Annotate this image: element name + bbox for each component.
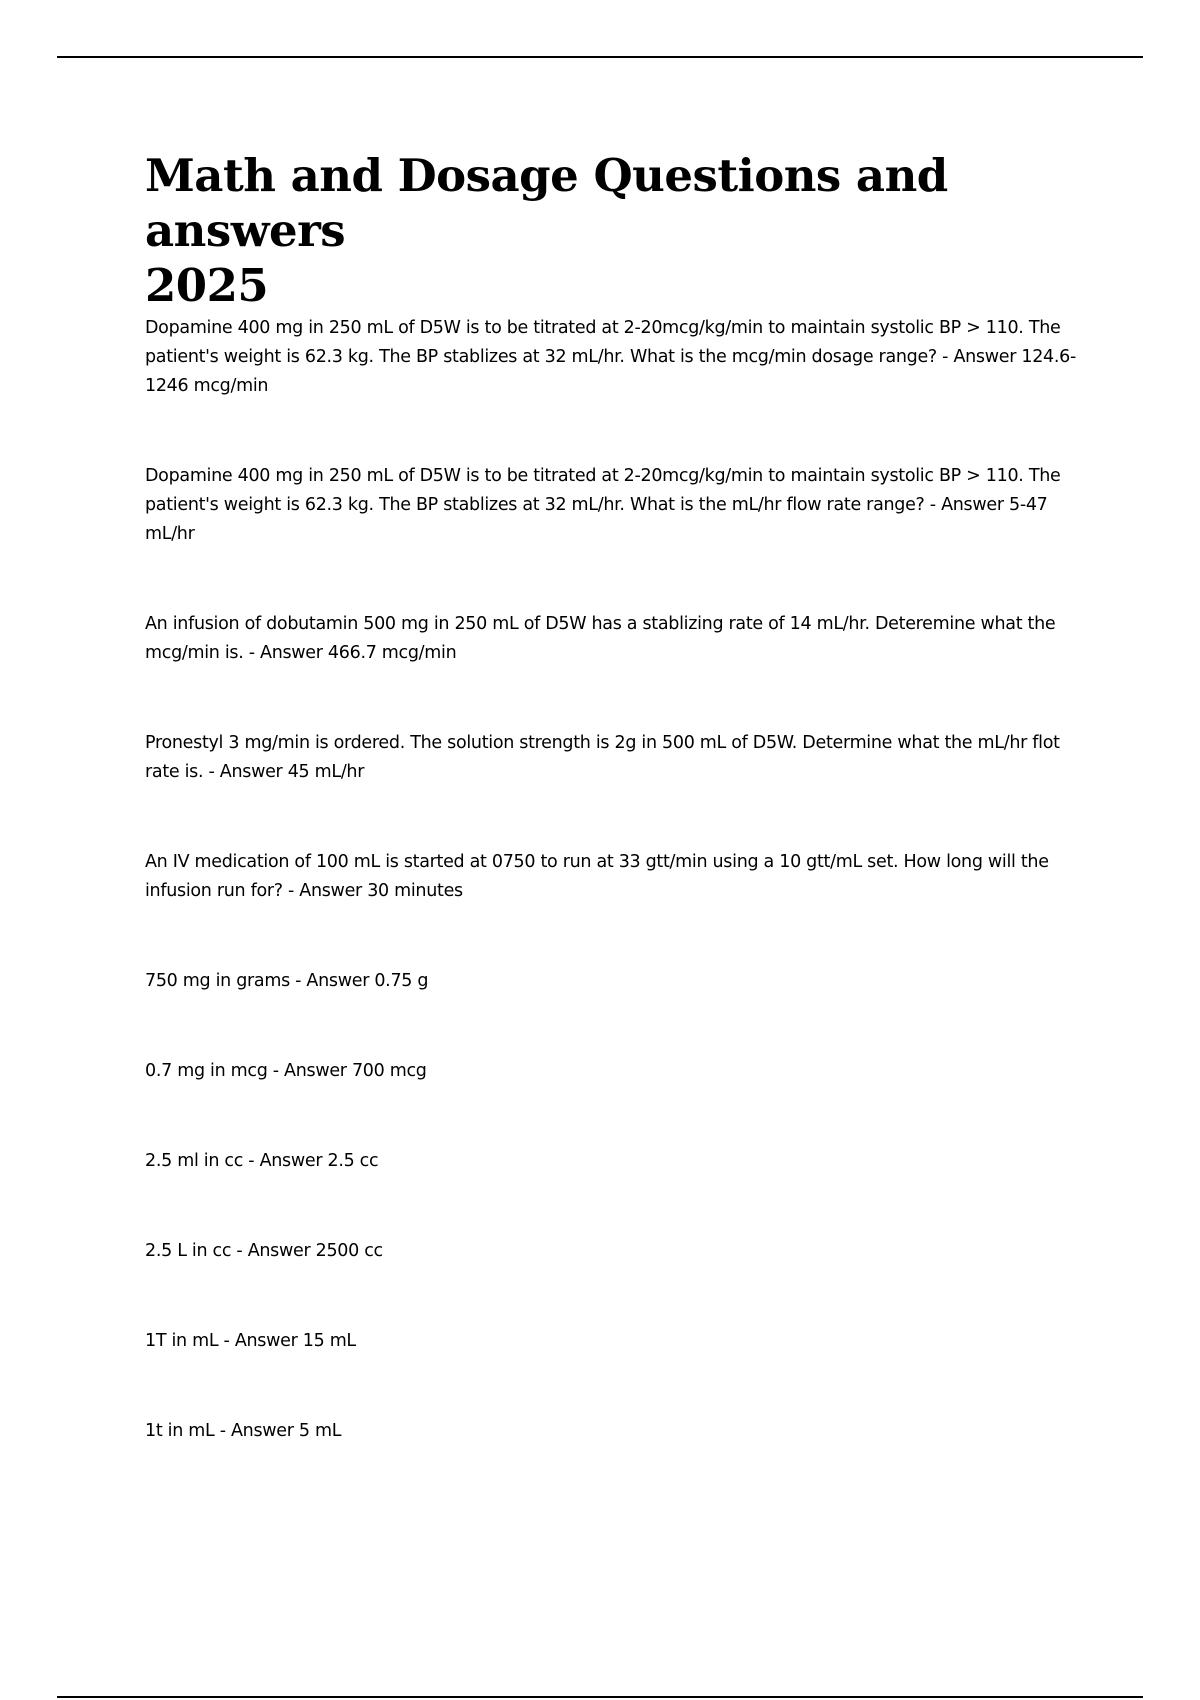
qa-item: An infusion of dobutamin 500 mg in 250 mL of D5W has a stablizing rate of 14 mL/hr. Deteremine what the mcg/min is. - Answer 466.7 mcg/min	[145, 614, 1056, 663]
qa-item: An IV medication of 100 mL is started at 0750 to run at 33 gtt/min using a 10 gtt/mL set. How long will the infusion run for? - Answer 30 minutes	[145, 852, 1049, 901]
qa-item: Pronestyl 3 mg/min is ordered. The solution strength is 2g in 500 mL of D5W. Determine what the mL/hr flot rate is. - Answer 45 mL/hr	[145, 733, 1060, 782]
qa-item: 750 mg in grams - Answer 0.75 g	[145, 971, 429, 991]
qa-list	[145, 314, 1095, 1446]
qa-item: 2.5 L in cc - Answer 2500 cc	[145, 1241, 383, 1261]
qa-item: Dopamine 400 mg in 250 mL of D5W is to be titrated at 2-20mcg/kg/min to maintain systolic BP > 110. The patient's weight is 62.3 kg. The BP stablizes at 32 mL/hr. What is the mcg/min dosage range? - Answer 124.6-1246 mcg/min	[145, 318, 1076, 396]
qa-item: 2.5 ml in cc - Answer 2.5 cc	[145, 1151, 379, 1171]
bottom-rule	[57, 1696, 1143, 1698]
qa-item: 1t in mL - Answer 5 mL	[145, 1421, 342, 1441]
document-title	[145, 148, 1095, 313]
qa-item: 1T in mL - Answer 15 mL	[145, 1331, 356, 1351]
document-body	[145, 148, 1095, 1446]
qa-item: 0.7 mg in mcg - Answer 700 mcg	[145, 1061, 427, 1081]
title-line-2: 2025	[145, 259, 269, 312]
qa-item: Dopamine 400 mg in 250 mL of D5W is to be titrated at 2-20mcg/kg/min to maintain systolic BP > 110. The patient's weight is 62.3 kg. The BP stablizes at 32 mL/hr. What is the mL/hr flow rate range? - Answer 5-47 mL/hr	[145, 466, 1061, 544]
top-rule	[57, 56, 1143, 58]
title-line-1: Math and Dosage Questions and answers	[145, 149, 948, 257]
